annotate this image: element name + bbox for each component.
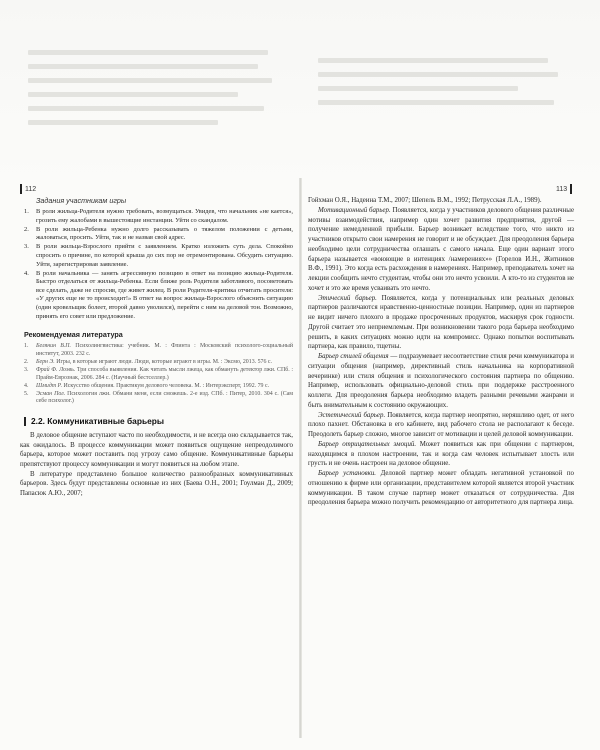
previous-spread-ghost <box>0 0 600 185</box>
barrier-term: Этический барьер. <box>318 294 377 302</box>
literature-author: Берн Э. <box>36 358 55 365</box>
right-page <box>308 184 574 508</box>
paragraph-text: Гойхман О.Я., Надеина Т.М., 2007; Шепель В.М., 1992; Петрусская Л.А., 1989). <box>308 197 542 204</box>
section-rule <box>24 417 26 426</box>
paragraph-text: Появляется, когда у участников делового общения различные мотивы взаимодействия, например один хочет развития предприятия, другой — получение немедленной прибыли. Барьер возникает вследствие того, что никто из участников открыто свои намерения не говорит и не обсуждает. Для преодоления барьера необходимо цели сотрудничества оглашать с самого начала. Еще один вариант этого барьера называется «воюющие в интенциях /намерениях»» (Горелов И.Н., Житников В.Ф., 1991). Это когда есть расхождения в намерениях. Например, преподаватель хочет на лекции сообщить нечто студентам, чтобы они это нечто усвоили. А кто-то из студентов не хочет и это же время усваивать это нечто. <box>308 206 574 292</box>
task-text: В роли жильца-Взрослого прийти с заявлением. Кратко изложить суть дела. Спокойно спросить о причине, по которой крыша до сих пор не отремонтирована. Обсудить ситуацию. Уйти, зарегистрировав заявление. <box>36 243 293 268</box>
barrier-term: Эстетический барьер. <box>318 411 386 419</box>
left-page <box>20 184 293 498</box>
task-item <box>24 226 293 243</box>
paragraph <box>308 294 574 353</box>
tasks-list <box>20 208 293 321</box>
literature-heading: Рекомендуемая литература <box>24 330 123 340</box>
literature-item <box>24 343 293 358</box>
task-number: 3. <box>24 243 29 251</box>
literature-item <box>24 383 293 391</box>
paragraph-text: Деловой партнер может обладать негативной установкой по отношению к фирме или организации, представителем которой является второй участник коммуникации. В таком случае партнер может отказаться от сотрудничества. Для преодоления барьера можно получить рекомендацию от авторитетного для партнера лица. <box>308 470 575 507</box>
paragraph-text: Появляется, когда партнер неопрятно, неряшливо одет, от него плохо пахнет. Обстановка в его кабинете, вид рабочего стола не располагают к беседе. Преодолеть барьер сложно, многое зависит от мотивации и целей деловой коммуникации. <box>308 411 574 438</box>
task-text: В роли жильца-Родителя нужно требовать, возмущаться. Увидев, что начальник «не кается», грозить ему жалобами в вышестоящие инстанции. Уйти со скандалом. <box>36 208 293 224</box>
literature-text: Искусство общения. Практикум делового человека. М. : Интерэксперт, 1992. 79 с. <box>62 382 270 389</box>
literature-text: Три способа выявления. Как читать мысли лжеца, как обмануть детектор лжи. СПб. : Прайм-Еврознак, 2006. 284 с. (Научный бестселлер.) <box>36 367 293 381</box>
literature-author: Шмидт Р. <box>36 382 63 389</box>
paragraph: В деловое общение вступают часто по необходимости, и не всегда оно складывается так, как ожидалось. В процессе коммуникации может появиться ощущение непреодолимого барьера, которое может поставить под угрозу само общение. Коммуникативные барьеры препятствуют процессу коммуникации и могут появиться на любом этапе. <box>20 432 293 469</box>
paragraph-text: Может появиться как при общении с партнером, находящимся в плохом настроении, так и когда сам человек испытывает злость или грусть и не очень настроен на деловое общение. <box>308 440 574 468</box>
section-heading: 2.2. Коммуникативные барьеры <box>24 416 293 426</box>
paragraph <box>308 352 574 411</box>
task-text: В роли жильца-Ребенка нужно долго рассказывать о тяжелом положении с детьми, жаловаться, просить. Уйти, так и не назвав свой адрес. <box>36 225 293 242</box>
task-item <box>24 208 293 225</box>
page-number-left: 112 <box>20 184 36 194</box>
literature-author: Белянин В.П. <box>36 343 72 350</box>
literature-item <box>24 391 293 406</box>
book-spine <box>299 178 302 738</box>
literature-number: 4. <box>24 382 29 389</box>
literature-list <box>20 343 293 406</box>
paragraph <box>308 469 574 508</box>
literature-author: Фрай Ф. Лоэвь. <box>36 367 76 373</box>
right-body-text <box>308 196 574 508</box>
task-number: 2. <box>24 225 29 233</box>
paragraph <box>308 411 574 440</box>
paragraph: В литературе представлено большое количество разнообразных коммуникативных барьеров. Здесь будут представлены основные из них (Баева О.Н., 2001; Гоулман Д., 2009; Папасюк А.Ю., 2007; <box>20 470 293 497</box>
literature-text: Психология лжи. Обмани меня, если сможешь. 2-е изд. СПб. : Питер, 2010. 304 с. (Сам себе психолог.) <box>36 390 293 405</box>
literature-number: 2. <box>24 358 29 365</box>
literature-number: 5. <box>24 390 29 397</box>
left-body-text <box>20 431 293 498</box>
barrier-term: Барьер установки. <box>318 470 377 477</box>
literature-item <box>24 359 293 367</box>
literature-number: 1. <box>24 343 29 350</box>
paragraph-text: — подразумевает несоответствие стиля речи коммуникатора и ситуации общения (например, директивный стиль начальника на корпоративной вечеринке) или стиля общения и психологического состояния партнера по общению. Например, использовать официально-деловой стиль при поддержке расстроенного коллеги. Для преодоления барьера необходимо владеть разными речевыми жанрами и быть внимательным к состоянию окружающих. <box>308 353 574 409</box>
task-item <box>24 243 293 269</box>
task-text: В роли начальника — занять агрессивную позицию в ответ на позицию жильца-Родителя. Быстро отделаться от жильца-Ребенка. Если ближе роль Родителя заботливого, посоветовать все сделать, даже не спросив, где живет жилец. В роли Родителя-критика отчитать просителя: «У других еще не то происходит!» В ответ на вопрос жильца-Взрослого объяснить ситуацию (один кровельщик болеет, второй давно уволился), перейти с ним на деловой тон. Возможно, принять его совет или предложение. <box>36 269 293 320</box>
literature-text: Психолингвистика: учебник. М. : Флинта : Московский психолого-социальный институт, 2003. 232 с. <box>36 343 294 357</box>
task-item <box>24 270 293 322</box>
paragraph <box>308 196 574 206</box>
paragraph-text: Появляется, когда у потенциальных или реальных деловых партнеров различаются нравственно-ценностные позиции. Например, один из партнеров не видит ничего плохого в продаже просроченных продуктов, маскируя срок годности. Другой считает это неприемлемым. При возникновении такого рода барьера необходимо решить, в каких ситуациях можно идти на компромисс. Однако попытки воспитывать партнера, как правило, тщетны. <box>308 294 574 351</box>
paragraph <box>308 440 574 469</box>
literature-number: 3. <box>24 367 29 373</box>
literature-text: Игры, в которые играют люди. Люди, которые играют в игры. М. : Эксмо, 2013. 576 с. <box>54 358 272 365</box>
task-number: 4. <box>24 269 29 277</box>
barrier-term: Барьер отрицательных эмоций. <box>318 440 417 448</box>
tasks-heading: Задания участникам игры <box>36 196 127 205</box>
literature-author: Эсман Пол. <box>36 390 66 397</box>
paragraph <box>308 206 574 294</box>
task-number: 1. <box>24 208 29 215</box>
page-number-right: 113 <box>556 184 572 194</box>
literature-item <box>24 367 293 382</box>
barrier-term: Мотивационный барьер. <box>318 206 391 214</box>
barrier-term: Барьер стилей общения <box>318 353 389 360</box>
